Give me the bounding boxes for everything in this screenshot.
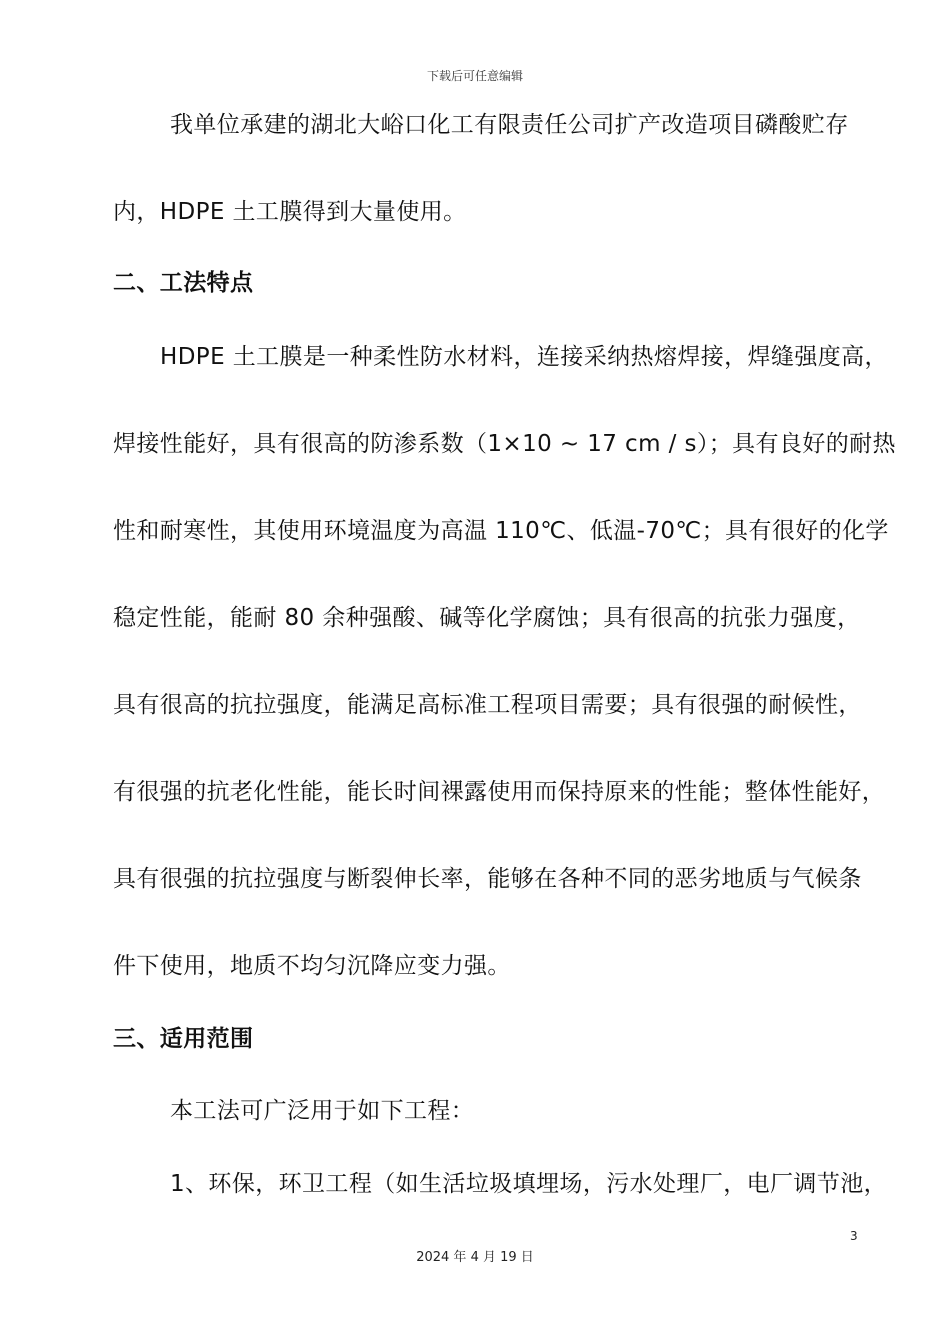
page-number: 3 xyxy=(850,1229,858,1243)
paragraph-line: 具有很强的抗拉强度与断裂伸长率，能够在各种不同的恶劣地质与气候条 xyxy=(113,866,862,892)
paragraph-line: 内，HDPE 土工膜得到大量使用。 xyxy=(113,199,467,225)
paragraph-line: HDPE 土工膜是一种柔性防水材料，连接采纳热熔焊接，焊缝强度高， xyxy=(160,344,888,370)
paragraph-line: 我单位承建的湖北大峪口化工有限责任公司扩产改造项目磷酸贮存 xyxy=(170,112,849,138)
paragraph-line: 焊接性能好，具有很高的防渗系数（1×10 ~ 17 cm / s）；具有良好的耐热 xyxy=(113,431,896,457)
paragraph-line: 件下使用，地质不均匀沉降应变力强。 xyxy=(113,953,511,979)
section-heading-features: 二、工法特点 xyxy=(113,270,254,296)
paragraph-line: 稳定性能，能耐 80 余种强酸、碱等化学腐蚀；具有很高的抗张力强度， xyxy=(113,605,861,631)
paragraph-line: 本工法可广泛用于如下工程： xyxy=(170,1098,475,1124)
section-heading-scope: 三、适用范围 xyxy=(113,1026,254,1052)
header-note: 下载后可任意编辑 xyxy=(426,69,523,83)
footer-date: 2024 年 4 月 19 日 xyxy=(416,1250,534,1265)
paragraph-line: 性和耐寒性，其使用环境温度为高温 110℃、低温-70℃；具有很好的化学 xyxy=(113,518,889,544)
paragraph-line: 具有很高的抗拉强度，能满足高标准工程项目需要；具有很强的耐候性， xyxy=(113,692,862,718)
paragraph-line: 有很强的抗老化性能，能长时间裸露使用而保持原来的性能；整体性能好， xyxy=(113,779,886,805)
list-item-line: 1、环保，环卫工程（如生活垃圾填埋场，污水处理厂，电厂调节池， xyxy=(170,1171,888,1197)
